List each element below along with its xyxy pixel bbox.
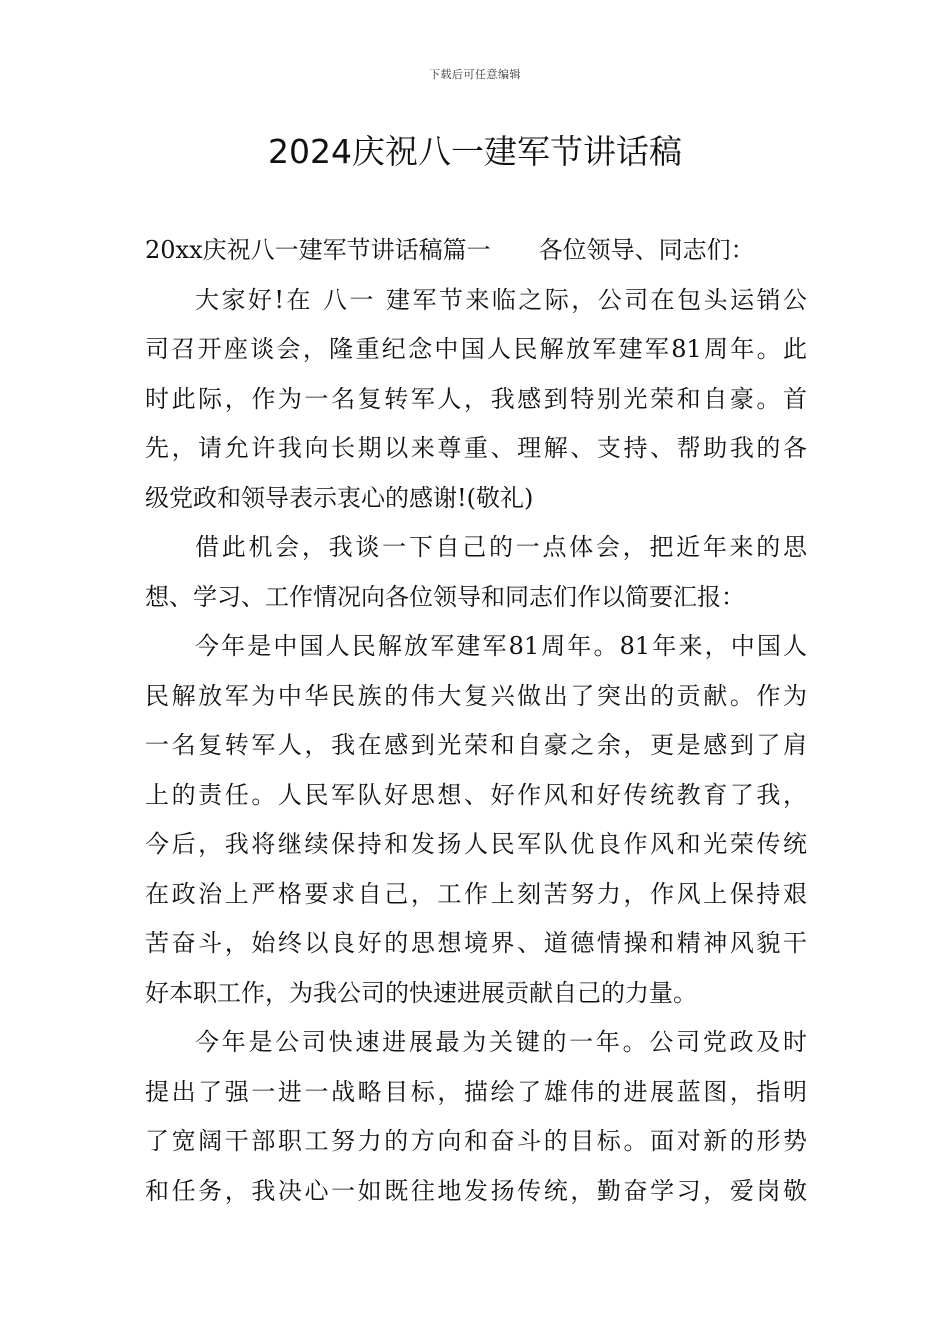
document-body	[145, 226, 807, 1216]
paragraph-4	[145, 1018, 807, 1216]
paragraph-line: 今年是公司快速进展最为关键的一年。公司党政及时	[195, 1028, 807, 1056]
paragraph-line: 今后，我将继续保持和发扬人民军队优良作风和光荣传统	[145, 830, 807, 858]
opening-line	[145, 226, 807, 276]
paragraph-line: 苦奋斗，始终以良好的思想境界、道德情操和精神风貌干	[145, 929, 807, 957]
paragraph-line: 和任务，我决心一如既往地发扬传统，勤奋学习，爱岗敬	[145, 1176, 807, 1205]
paragraph-line: 在政治上严格要求自己，工作上刻苦努力，作风上保持艰	[145, 879, 807, 908]
paragraph-line: 先，请允许我向长期以来尊重、理解、支持、帮助我的各	[145, 434, 807, 462]
header-note: 下载后可任意编辑	[429, 68, 521, 81]
paragraph-line: 时此际，作为一名复转军人，我感到特别光荣和自豪。首	[145, 384, 807, 413]
paragraph-line: 级党政和领导表示衷心的感谢!(敬礼)	[145, 483, 534, 512]
paragraph-line: 想、学习、工作情况向各位领导和同志们作以简要汇报：	[145, 582, 745, 611]
paragraph-line: 大家好!在 八一 建军节来临之际，公司在包头运销公	[195, 285, 807, 314]
paragraph-line: 上的责任。人民军队好思想、好作风和好传统教育了我，	[145, 780, 807, 809]
document-title: 2024庆祝八一建军节讲话稿	[268, 132, 682, 171]
paragraph-line: 司召开座谈会，隆重纪念中国人民解放军建军81周年。此	[145, 335, 807, 363]
paragraph-line: 借此机会，我谈一下自己的一点体会，把近年来的思	[195, 533, 807, 561]
paragraph-line: 好本职工作，为我公司的快速进展贡献自己的力量。	[145, 978, 697, 1007]
paragraph-line: 提出了强一进一战略目标，描绘了雄伟的进展蓝图，指明	[145, 1077, 807, 1106]
paragraph-line: 一名复转军人，我在感到光荣和自豪之余，更是感到了肩	[145, 731, 807, 759]
salutation: 各位领导、同志们：	[538, 236, 755, 264]
paragraph-2	[145, 523, 807, 622]
paragraph-line: 今年是中国人民解放军建军81周年。81年来，中国人	[195, 632, 807, 660]
paragraph-line: 了宽阔干部职工努力的方向和奋斗的目标。面对新的形势	[145, 1127, 807, 1155]
paragraph-3	[145, 622, 807, 1018]
opening-heading: 20xx庆祝八一建军节讲话稿篇一	[145, 236, 491, 264]
paragraph-line: 民解放军为中华民族的伟大复兴做出了突出的贡献。作为	[145, 681, 807, 710]
paragraph-1	[145, 276, 807, 524]
